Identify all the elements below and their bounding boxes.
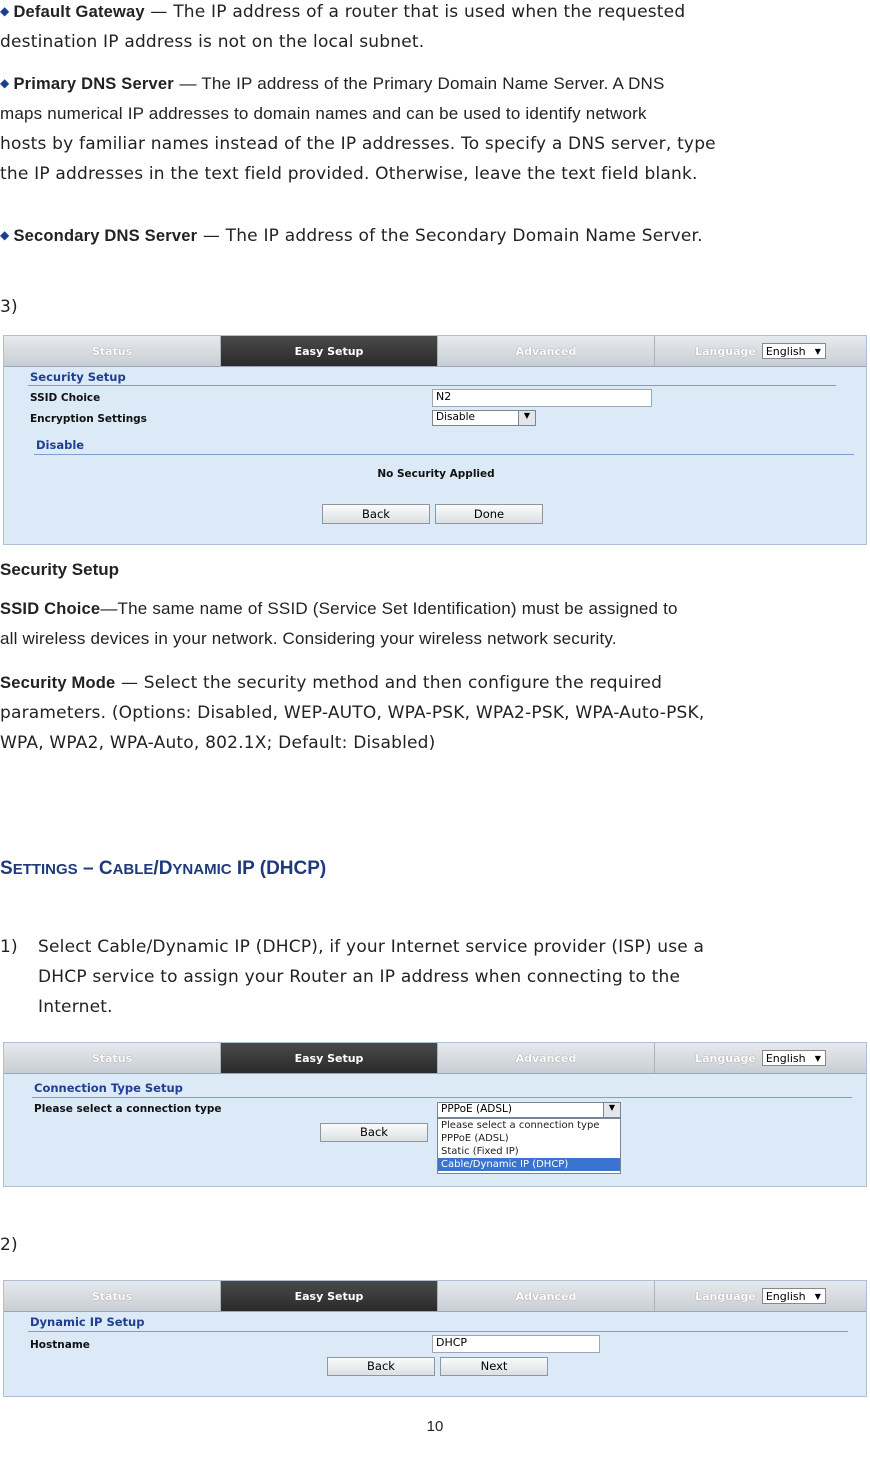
heading-part: ABLE [112, 861, 154, 878]
hostname-label: Hostname [30, 1339, 90, 1351]
diamond-bullet-icon: ◆ [0, 76, 10, 90]
ssid-choice-term: SSID Choice [0, 600, 101, 618]
step-2-label: 2) [0, 1235, 18, 1255]
ssid-choice-text: —The same name of SSID (Service Set Identification) must be assigned to [100, 599, 678, 618]
step-1-number: 1) [0, 937, 18, 957]
divider [34, 454, 854, 455]
diamond-bullet-icon: ◆ [0, 228, 10, 242]
router-nav-bar [4, 1281, 866, 1312]
heading-part: / [153, 858, 159, 879]
primary-dns-paragraph [0, 68, 870, 189]
language-selector [655, 336, 866, 366]
chevron-down-icon: ▼ [518, 411, 535, 425]
page-number: 10 [426, 1418, 444, 1435]
language-label: Language [695, 1289, 756, 1303]
default-gateway-text: — The IP address of a router that is used when the requested [150, 2, 686, 22]
section-title-disable: Disable [36, 438, 85, 452]
language-label: Language [695, 344, 756, 358]
secondary-dns-text: — The IP address of the Secondary Domain Name Server. [202, 226, 703, 246]
back-button[interactable]: Back [327, 1357, 435, 1376]
language-selector [655, 1281, 866, 1311]
heading-part: ETTINGS [12, 861, 78, 878]
step-1-line: Select Cable/Dynamic IP (DHCP), if your Internet service provider (ISP) use a [38, 937, 705, 957]
tab-advanced[interactable]: Advanced [438, 1281, 655, 1311]
primary-dns-text: — The IP address of the Primary Domain Name Server. A DNS [179, 74, 665, 93]
option-item[interactable]: PPPoE (ADSL) [441, 1133, 509, 1144]
tab-advanced[interactable]: Advanced [438, 1043, 655, 1073]
router-nav-bar [4, 1043, 866, 1074]
back-button[interactable]: Back [320, 1123, 428, 1142]
tab-easy-setup[interactable]: Easy Setup [221, 1043, 438, 1073]
divider [28, 385, 836, 386]
chevron-down-icon: ▼ [814, 1292, 821, 1301]
connection-type-options [437, 1118, 621, 1174]
language-label: Language [695, 1051, 756, 1065]
heading-part: C [98, 858, 113, 879]
connection-type-select[interactable] [437, 1102, 621, 1118]
security-mode-text-3: WPA, WPA2, WPA-Auto, 802.1X; Default: Disabled) [0, 733, 436, 753]
tab-easy-setup[interactable]: Easy Setup [221, 336, 438, 366]
back-button[interactable]: Back [322, 504, 430, 524]
security-setup-screenshot [3, 335, 867, 545]
heading-part: S [0, 858, 13, 879]
chevron-down-icon: ▼ [603, 1103, 620, 1117]
step-1-line: Internet. [38, 997, 113, 1017]
section-heading [0, 858, 326, 880]
primary-dns-text-4: the IP addresses in the text field provided. Otherwise, leave the text field blank. [0, 164, 698, 184]
chevron-down-icon: ▼ [814, 1054, 821, 1063]
primary-dns-term: Primary DNS Server [13, 75, 174, 93]
primary-dns-text-2: maps numerical IP addresses to domain names and can be used to identify network [0, 104, 647, 123]
option-item[interactable]: Static (Fixed IP) [441, 1146, 519, 1157]
default-gateway-term: Default Gateway [13, 3, 145, 21]
security-mode-text: — Select the security method and then configure the required [121, 673, 663, 693]
step-1-text [38, 932, 870, 1022]
connection-type-value: PPPoE (ADSL) [441, 1103, 512, 1115]
encryption-settings-label: Encryption Settings [30, 413, 147, 425]
default-gateway-paragraph [0, 0, 870, 57]
security-mode-term: Security Mode [0, 674, 116, 692]
connection-type-label: Please select a connection type [34, 1103, 222, 1115]
router-nav-bar [4, 336, 866, 367]
tab-status[interactable]: Status [4, 336, 221, 366]
ssid-choice-paragraph [0, 594, 870, 654]
divider [32, 1097, 852, 1098]
section-title-dynamic-ip: Dynamic IP Setup [30, 1315, 145, 1329]
next-button[interactable]: Next [440, 1357, 548, 1376]
security-mode-paragraph [0, 668, 870, 758]
language-dropdown[interactable] [762, 343, 826, 359]
secondary-dns-term: Secondary DNS Server [13, 227, 198, 245]
security-setup-title: Security Setup [0, 560, 120, 579]
divider [28, 1331, 848, 1332]
heading-part: – [77, 858, 99, 879]
section-title-connection-type: Connection Type Setup [34, 1081, 183, 1095]
ssid-choice-text-2: all wireless devices in your network. Considering your wireless network security. [0, 629, 617, 648]
tab-status[interactable]: Status [4, 1043, 221, 1073]
chevron-down-icon: ▼ [814, 347, 821, 356]
primary-dns-text-3: hosts by familiar names instead of the IP addresses. To specify a DNS server, type [0, 134, 716, 154]
heading-part: IP (DHCP) [231, 858, 327, 879]
language-dropdown[interactable] [762, 1288, 826, 1304]
language-selector [655, 1043, 866, 1073]
tab-easy-setup[interactable]: Easy Setup [221, 1281, 438, 1311]
ssid-choice-label: SSID Choice [30, 392, 101, 404]
option-item[interactable]: Please select a connection type [441, 1120, 600, 1131]
step-3-label: 3) [0, 297, 18, 317]
security-mode-text-2: parameters. (Options: Disabled, WEP-AUTO, WPA-PSK, WPA2-PSK, WPA-Auto-PSK, [0, 703, 705, 723]
section-title-security-setup: Security Setup [30, 370, 126, 384]
connection-type-screenshot [3, 1042, 867, 1187]
encryption-settings-select[interactable] [432, 410, 536, 426]
done-button[interactable]: Done [435, 504, 543, 524]
option-item-highlighted[interactable]: Cable/Dynamic IP (DHCP) [438, 1158, 620, 1171]
language-value: English [765, 345, 806, 358]
heading-part: YNAMIC [172, 861, 232, 878]
secondary-dns-paragraph [0, 220, 870, 251]
dynamic-ip-screenshot [3, 1280, 867, 1397]
encryption-value: Disable [436, 411, 475, 423]
language-dropdown[interactable] [762, 1050, 826, 1066]
diamond-bullet-icon: ◆ [0, 4, 10, 18]
default-gateway-text-2: destination IP address is not on the local subnet. [0, 32, 425, 52]
heading-part: D [158, 858, 173, 879]
language-value: English [765, 1052, 806, 1065]
hostname-input[interactable]: DHCP [432, 1335, 600, 1353]
tab-advanced[interactable]: Advanced [438, 336, 655, 366]
step-1-line: DHCP service to assign your Router an IP address when connecting to the [38, 967, 681, 987]
ssid-choice-input[interactable]: N2 [432, 389, 652, 407]
language-value: English [765, 1290, 806, 1303]
no-security-message: No Security Applied [377, 468, 495, 480]
tab-status[interactable]: Status [4, 1281, 221, 1311]
